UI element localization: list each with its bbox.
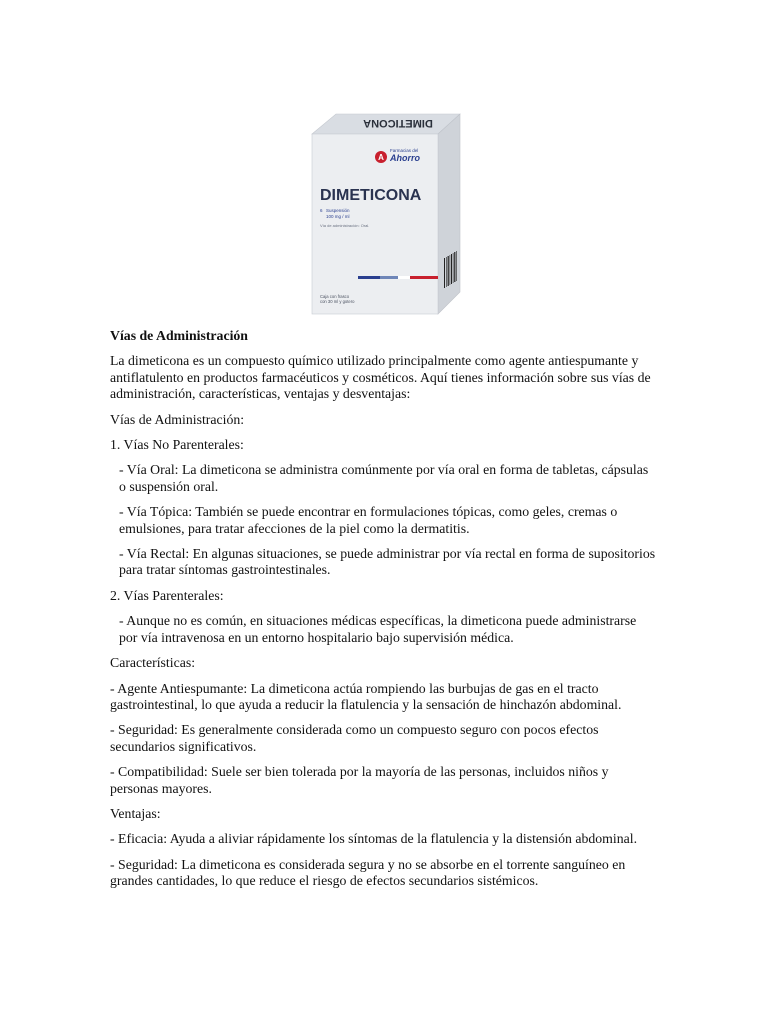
pack-line1: Caja con frasco [320, 294, 350, 299]
form-count: 6 [320, 208, 323, 213]
svg-text:A: A [378, 153, 384, 162]
item-rectal: - Vía Rectal: En algunas situaciones, se puede administrar por vía rectal en forma de supositorios para tratar síntomas gastrointestinales. [119, 546, 656, 578]
brand-text: Ahorro [390, 153, 420, 163]
dose-text: 100 mg / ml [326, 214, 350, 219]
brand-top-text: Farmacias del [390, 148, 419, 153]
item-oral: - Vía Oral: La dimeticona se administra comúnmente por vía oral en forma de tabletas, cápsulas o suspensión oral. [119, 462, 649, 494]
route-text: Vía de administración: Oral. [320, 223, 370, 228]
item-parenteral: - Aunque no es común, en situaciones médicas específicas, la dimeticona puede administrarse por vía intravenosa en un entorno hospitalario bajo supervisión médica. [119, 613, 637, 645]
section-title-advantages: Ventajas: [110, 805, 161, 821]
product-name: DIMETICONA [320, 187, 422, 204]
intro-paragraph: La dimeticona es un compuesto químico utilizado principalmente como agente antiespumante y antiflatulento en productos farmacéuticos y cosméticos. Aquí tienes información sobre sus vías de administración, características, ventajas y desventajas: [110, 353, 651, 402]
form-text: Suspensión [326, 208, 350, 213]
stripe-navy [358, 276, 380, 279]
subsection-non-parenteral: 1. Vías No Parenterales: [110, 437, 244, 453]
section-title-characteristics: Características: [110, 655, 196, 671]
item-efficacy: - Eficacia: Ayuda a aliviar rápidamente los síntomas de la flatulencia y la distensión abdominal. [110, 831, 638, 847]
item-compatibility: - Compatibilidad: Suele ser bien tolerada por la mayoría de las personas, incluidos niños y personas mayores. [110, 764, 609, 796]
pack-line2: con 30 ml y gotero [320, 299, 355, 304]
box-side-face [438, 114, 460, 314]
item-safety-2: - Seguridad: La dimeticona es considerada segura y no se absorbe en el torrente sanguíneo en grandes cantidades, lo que reduce el riesgo de efectos secundarios sistémicos. [110, 856, 626, 889]
item-topical: - Vía Tópica: También se puede encontrar en formulaciones tópicas, como geles, cremas o emulsiones, para tratar afecciones de la piel como la dermatitis. [119, 504, 618, 536]
stripe-white [398, 276, 410, 279]
item-safety: - Seguridad: Es generalmente considerada como un compuesto seguro con pocos efectos secundarios significativos. [110, 722, 599, 754]
document-body [110, 328, 658, 899]
box-top-name: DIMETICONA [363, 117, 433, 129]
item-antifoam: - Agente Antiespumante: La dimeticona actúa rompiendo las burbujas de gas en el tracto gastrointestinal, lo que ayuda a reducir la flatulencia y la sensación de hinchazón abdominal. [110, 680, 622, 712]
doc-heading: Vías de Administración [110, 328, 248, 343]
subsection-parenteral: 2. Vías Parenterales: [110, 587, 224, 603]
stripe-red [410, 276, 438, 279]
stripe-mid [380, 276, 398, 279]
product-box-image [306, 108, 466, 320]
section-title-routes: Vías de Administración: [110, 411, 245, 427]
